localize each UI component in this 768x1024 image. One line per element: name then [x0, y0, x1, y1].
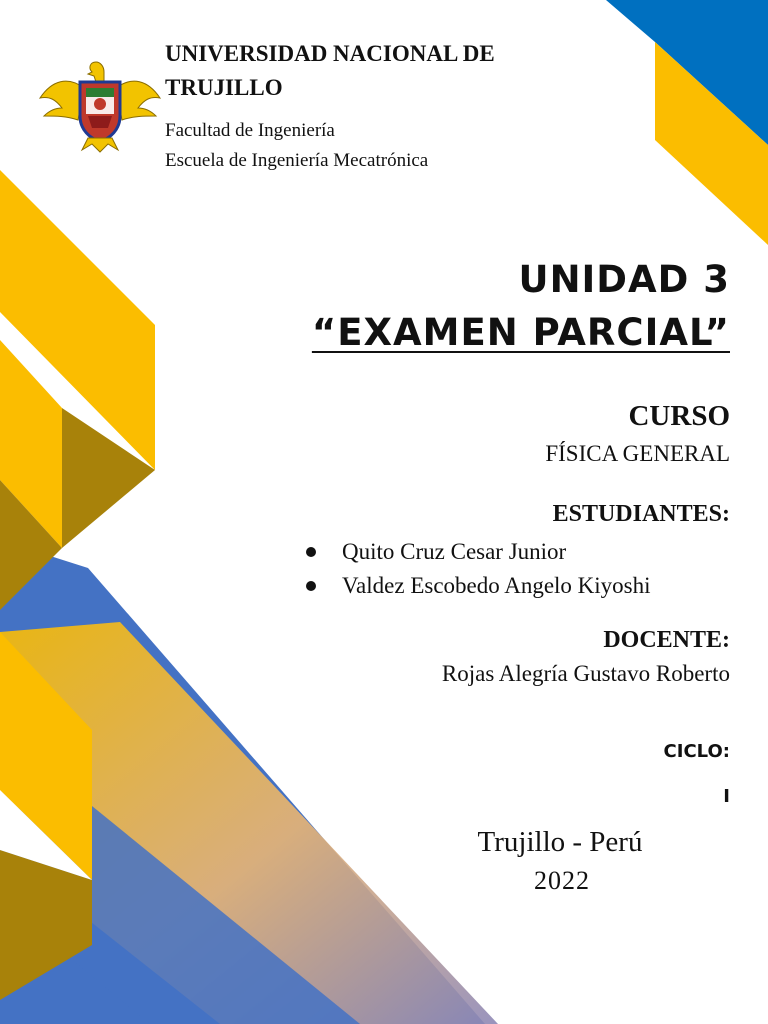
student-name: Valdez Escobedo Angelo Kiyoshi	[342, 573, 651, 598]
student-name: Quito Cruz Cesar Junior	[342, 539, 567, 564]
students-list	[304, 535, 651, 603]
unit-title: UNIDAD 3	[518, 258, 730, 301]
faculty-name: Facultad de Ingeniería	[165, 120, 335, 141]
exam-title: “EXAMEN PARCIAL”	[311, 311, 730, 354]
course-heading: CURSO	[628, 400, 730, 432]
teacher-heading: DOCENTE:	[603, 627, 730, 653]
cycle-heading: CICLO:	[663, 741, 730, 762]
school-name: Escuela de Ingeniería Mecatrónica	[165, 150, 429, 171]
students-heading: ESTUDIANTES:	[552, 501, 730, 527]
city-label: Trujillo - Perú	[477, 826, 643, 858]
list-item	[304, 569, 651, 603]
teacher-name: Rojas Alegría Gustavo Roberto	[441, 661, 730, 686]
university-name: UNIVERSIDAD NACIONAL DE TRUJILLO	[165, 41, 495, 100]
bullet-icon	[306, 581, 316, 591]
university-crest-logo	[38, 58, 162, 154]
course-name: FÍSICA GENERAL	[545, 441, 730, 466]
bullet-icon	[306, 547, 316, 557]
year-label: 2022	[534, 866, 590, 895]
list-item	[304, 535, 651, 569]
cycle-value: I	[723, 786, 730, 807]
